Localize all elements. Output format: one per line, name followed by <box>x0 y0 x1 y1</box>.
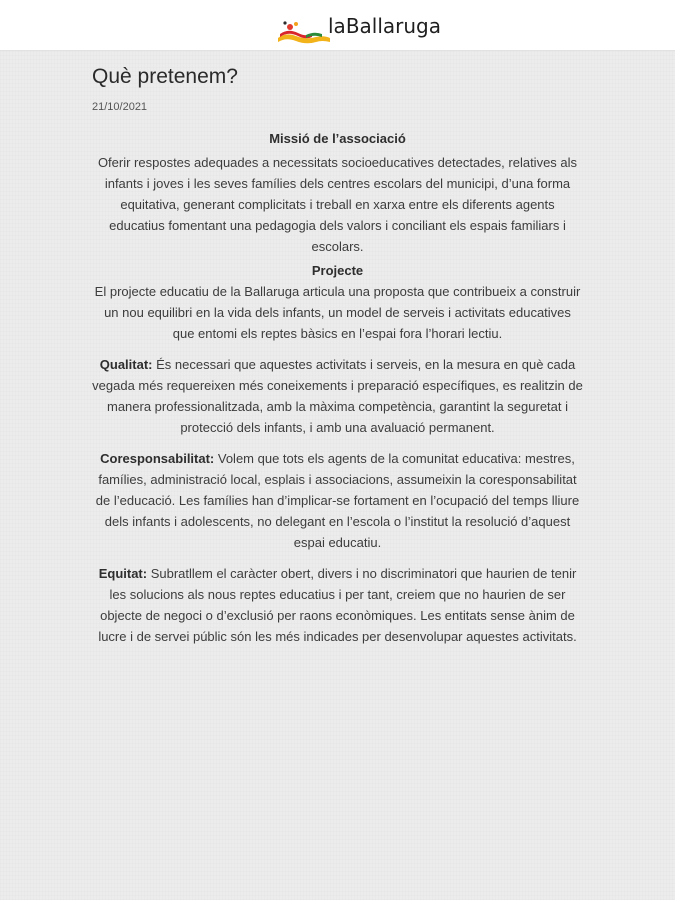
quality-label: Qualitat: <box>99 357 153 372</box>
quality-text: És necessari que aquestes activitats i serveis, en la mesura en què cada vegada més requereixen més coneixements i preparació específiques, es realitzin de manera professionalitzada, amb la màxima competència, garantint la seguretat i protecció dels infants, i amb una avaluació permanent. <box>92 357 583 435</box>
project-paragraph: El projecte educatiu de la Ballaruga articula una proposta que contribueix a construir un nou equilibri en la vida dels infants, un model de serveis i activitats educatives que entomi els reptes bàsics en l’espai fora l’horari lectiu. <box>94 284 581 341</box>
coresponsibility-text: Volem que tots els agents de la comunitat educativa: mestres, famílies, administració local, esplais i associacions, assumeixin la coresponsabilitat de l’educació. Les famílies han d’implicar-se fortament en l’ocupació del temps lliure dels infants i adolescents, no delegant en l’escola o l’institut la resolució d’aquest espai educatiu. <box>95 451 580 550</box>
coresponsibility-paragraph <box>92 448 583 553</box>
article-body <box>92 128 583 647</box>
project-heading: Projecte <box>311 263 364 278</box>
site-header <box>0 0 675 51</box>
equity-text: Subratllem el caràcter obert, divers i no discriminatori que haurien de tenir les solucions als nous reptes educatius i per tant, creiem que no haurien de ser objecte de negoci o d’exclusió per raons econòmiques. Les entitats sense ànim de lucre i de servei públic són les més indicades per desenvolupar aquestes activitats. <box>98 566 577 644</box>
ladybug-logo-icon <box>276 10 332 46</box>
mission-paragraph: Oferir respostes adequades a necessitats socioeducatives detectades, relatives als infants i joves i les seves famílies dels centres escolars del municipi, d’una forma equitativa, generant complicitats i treball en xarxa entre els diferents agents educatius fomentant una pedagogia dels valors i conciliant els espais familiars i escolars. <box>97 155 578 254</box>
site-logo[interactable] <box>276 10 442 46</box>
logo-text: laBallaruga <box>328 14 442 38</box>
equity-paragraph <box>92 563 583 647</box>
mission-heading: Missió de l’associació <box>269 131 406 146</box>
equity-label: Equitat: <box>98 566 148 581</box>
article <box>92 62 583 647</box>
post-date: 21/10/2021 <box>92 101 148 113</box>
page-title: Què pretenem? <box>92 65 238 88</box>
quality-paragraph <box>92 354 583 438</box>
coresponsibility-label: Coresponsabilitat: <box>100 451 215 466</box>
